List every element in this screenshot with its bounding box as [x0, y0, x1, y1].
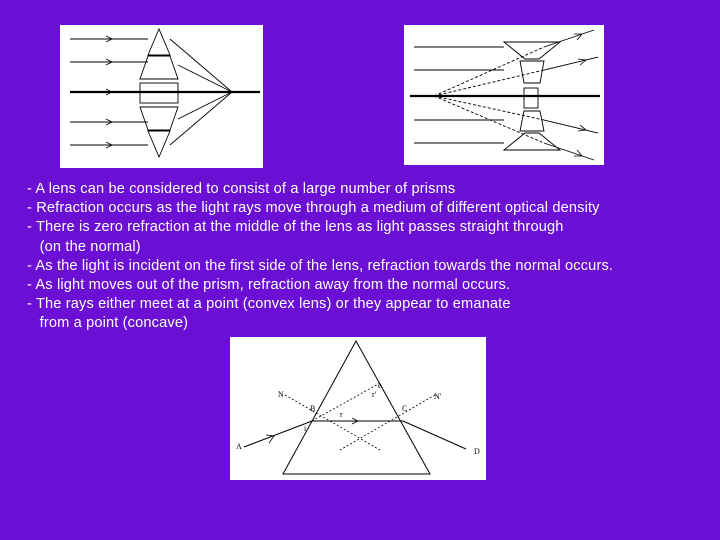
concave-lens-svg [404, 25, 604, 165]
prism-refraction-svg [230, 337, 486, 480]
upper-trapezoid [520, 61, 544, 83]
center-block [524, 88, 538, 108]
diverging-ray [544, 30, 594, 47]
top-prism [148, 29, 170, 55]
virtual-ray [434, 47, 544, 96]
prism-refraction-diagram [230, 337, 486, 480]
diverging-ray [544, 57, 598, 70]
bullet-line: - A lens can be considered to consist of a large number of prisms [27, 181, 456, 197]
prism-triangle [283, 341, 430, 474]
bullet-line: - As the light is incident on the first side of the lens, refraction towards the normal occurs. [27, 257, 614, 274]
label-b: B [310, 404, 316, 413]
lower-trapezoid [520, 111, 544, 131]
emergent-ray [403, 421, 466, 449]
concave-lens-diagram [404, 25, 604, 165]
bottom-prism [504, 133, 560, 150]
label-i: i [304, 424, 307, 433]
diverging-ray [544, 120, 598, 133]
convex-lens-diagram [60, 25, 263, 168]
normal-line [285, 395, 380, 450]
bullet-line: from a point (concave) [27, 315, 189, 332]
bullet-line: - There is zero refraction at the middle of the lens as light passes straight through [27, 219, 564, 236]
bullet-line: - As light moves out of the prism, refraction away from the normal occurs. [27, 277, 511, 294]
bottom-prism [148, 131, 170, 157]
virtual-ray [434, 96, 544, 143]
label-d: D [474, 447, 480, 456]
label-c: C [402, 404, 408, 413]
bullet-line: - Refraction occurs as the light rays move through a medium of different optical density [27, 200, 600, 217]
label-r-prime: r' [372, 390, 377, 399]
label-r: r [340, 410, 343, 419]
label-e: e [378, 381, 382, 390]
upper-trapezoid [140, 56, 178, 79]
label-n-prime: N' [434, 392, 442, 401]
label-a: A [236, 442, 242, 451]
diverging-ray [544, 143, 594, 160]
bullet-line: - The rays either meet at a point (convex lens) or they appear to emanate [27, 296, 511, 313]
label-n: N [278, 390, 284, 399]
lower-trapezoid [140, 107, 178, 130]
explanation-text [27, 180, 717, 334]
bullet-line: (on the normal) [27, 238, 141, 255]
incident-ray [244, 421, 312, 447]
convex-lens-svg [60, 25, 263, 168]
